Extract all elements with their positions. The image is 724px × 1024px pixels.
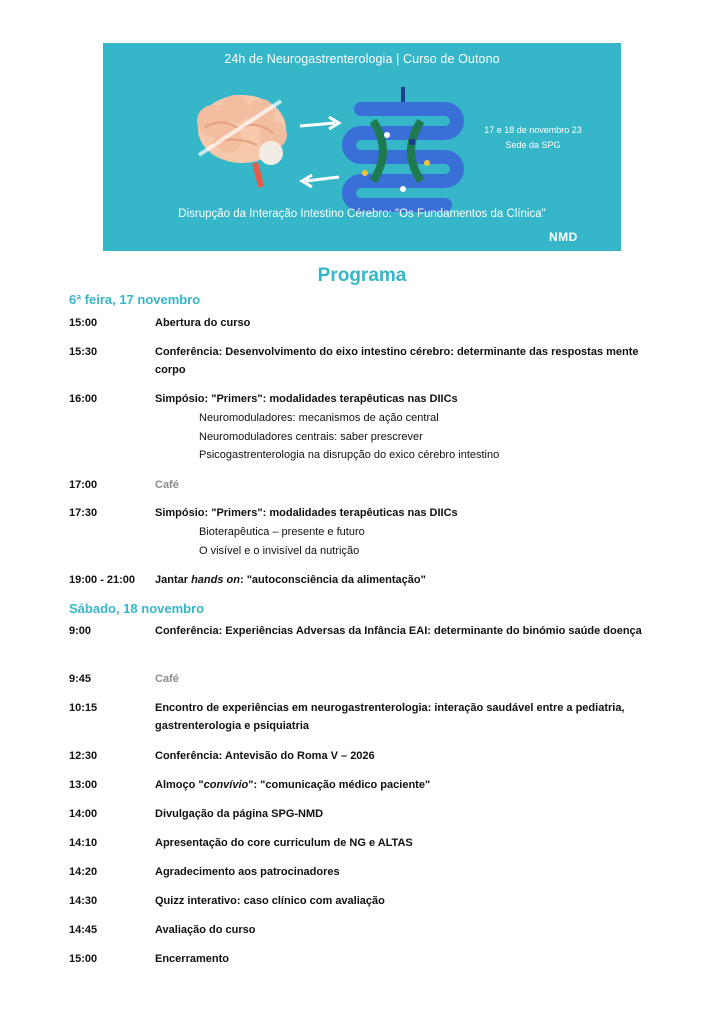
schedule-time: 12:30 [69, 750, 98, 762]
schedule-title [155, 776, 665, 794]
schedule-time: 15:00 [69, 317, 98, 329]
title-part: ": "comunicação médico paciente" [248, 779, 431, 791]
nmd-logo: NMD [549, 230, 578, 244]
intestine-icon [349, 87, 457, 205]
schedule-title: Apresentação do core curriculum de NG e ALTAS [155, 837, 413, 849]
schedule-time: 17:30 [69, 507, 98, 519]
schedule-time: 13:00 [69, 779, 98, 791]
schedule-subitem: Neuromoduladores centrais: saber prescrever [199, 431, 423, 443]
schedule-time: 14:10 [69, 837, 98, 849]
schedule-time: 19:00 - 21:00 [69, 574, 136, 586]
schedule-subitem: Psicogastrenterologia na disrupção do exico cérebro intestino [199, 449, 500, 461]
banner-date [463, 123, 603, 153]
schedule-time: 14:45 [69, 924, 98, 936]
event-banner [103, 43, 621, 251]
page-title: Programa [317, 265, 407, 286]
schedule-time: 15:30 [69, 346, 98, 358]
schedule-title: Avaliação do curso [155, 924, 256, 936]
schedule-title: Quizz interativo: caso clínico com avaliação [155, 895, 385, 907]
day-heading-saturday: Sábado, 18 novembro [69, 601, 205, 616]
schedule-time: 9:00 [69, 625, 92, 637]
banner-title: 24h de Neurogastrenterologia | Curso de Outono [224, 52, 500, 66]
schedule-title: Simpósio: "Primers": modalidades terapêuticas nas DIICs [155, 507, 458, 519]
schedule-title: Café [155, 673, 179, 685]
schedule-subitem: Neuromoduladores: mecanismos de ação central [199, 412, 439, 424]
title-part: Jantar [155, 574, 192, 586]
title-emphasis: convívio [203, 779, 249, 791]
schedule-time: 15:00 [69, 953, 98, 965]
schedule-title: Café [155, 479, 179, 491]
schedule-title: Abertura do curso [155, 317, 251, 329]
schedule-title: Conferência: Desenvolvimento do eixo intestino cérebro: determinante das respostas mente corpo [155, 346, 639, 376]
schedule-title: Encerramento [155, 953, 229, 965]
title-emphasis: hands on [191, 574, 240, 586]
title-part: : "autoconsciência da alimentação" [239, 574, 426, 586]
schedule-subitem: Bioterapêutica – presente e futuro [199, 526, 365, 538]
schedule-time: 17:00 [69, 479, 98, 491]
arrow-left-icon [302, 175, 339, 187]
banner-venue-line: Sede da SPG [505, 140, 561, 150]
schedule-time: 14:00 [69, 808, 98, 820]
schedule-title: Simpósio: "Primers": modalidades terapêuticas nas DIICs [155, 393, 458, 405]
title-part: Almoço " [155, 779, 204, 791]
schedule-title: Conferência: Antevisão do Roma V – 2026 [155, 750, 375, 762]
schedule-time: 14:30 [69, 895, 98, 907]
schedule-title: Encontro de experiências em neurogastrenterologia: interação saudável entre a pediatria, gastrenterologia e psiquiatria [155, 702, 625, 732]
schedule-subitem: O visível e o invisível da nutrição [199, 545, 360, 557]
arrow-right-icon [300, 117, 339, 129]
schedule-title [155, 571, 665, 589]
schedule-time: 10:15 [69, 702, 98, 714]
schedule-title: Conferência: Experiências Adversas da Infância EAI: determinante do binómio saúde doença [155, 625, 642, 637]
schedule-title: Divulgação da página SPG-NMD [155, 808, 324, 820]
banner-date-line: 17 e 18 de novembro 23 [484, 125, 582, 135]
day-heading-friday: 6ª feira, 17 novembro [69, 292, 201, 307]
banner-subtitle: Disrupção da Interação Intestino Cérebro: "Os Fundamentos da Clínica" [178, 208, 546, 220]
schedule-time: 14:20 [69, 866, 98, 878]
brain-icon [197, 95, 287, 187]
schedule-time: 16:00 [69, 393, 98, 405]
schedule-title: Agradecimento aos patrocinadores [155, 866, 340, 878]
schedule-time: 9:45 [69, 673, 92, 685]
